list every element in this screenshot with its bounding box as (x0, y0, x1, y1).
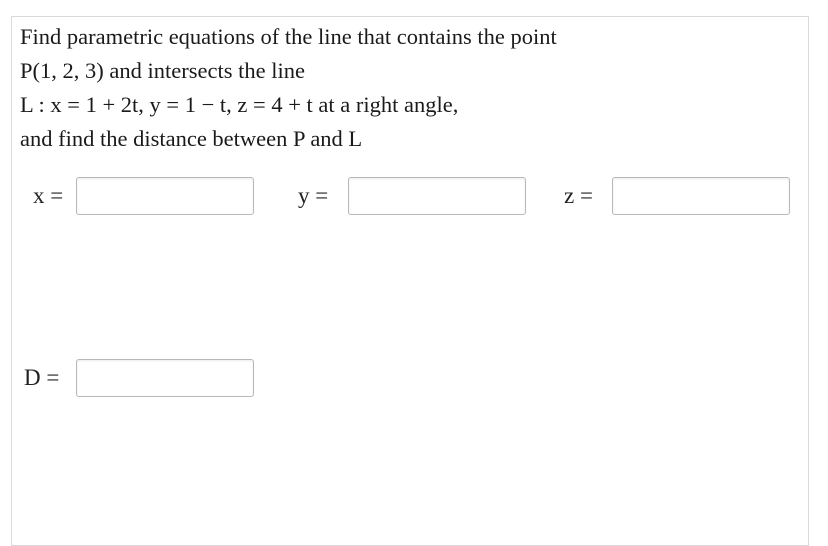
problem-line-4: and find the distance between P and L (20, 126, 363, 151)
distance-input[interactable] (76, 359, 254, 397)
y-label: y = (298, 183, 329, 208)
y-answer-field (298, 177, 526, 215)
z-input[interactable] (612, 177, 790, 215)
x-answer-field (33, 177, 254, 215)
distance-label: D = (24, 365, 60, 390)
problem-line-3: L : x = 1 + 2t, y = 1 − t, z = 4 + t at a right angle, (20, 92, 459, 117)
problem-line-1: Find parametric equations of the line that contains the point (20, 24, 557, 49)
y-input[interactable] (348, 177, 526, 215)
z-label: z = (564, 183, 593, 208)
distance-answer-field (24, 359, 254, 397)
x-label: x = (33, 183, 64, 208)
z-answer-field (564, 177, 790, 215)
problem-statement (20, 20, 780, 156)
x-input[interactable] (76, 177, 254, 215)
problem-line-2: P(1, 2, 3) and intersects the line (20, 58, 305, 83)
